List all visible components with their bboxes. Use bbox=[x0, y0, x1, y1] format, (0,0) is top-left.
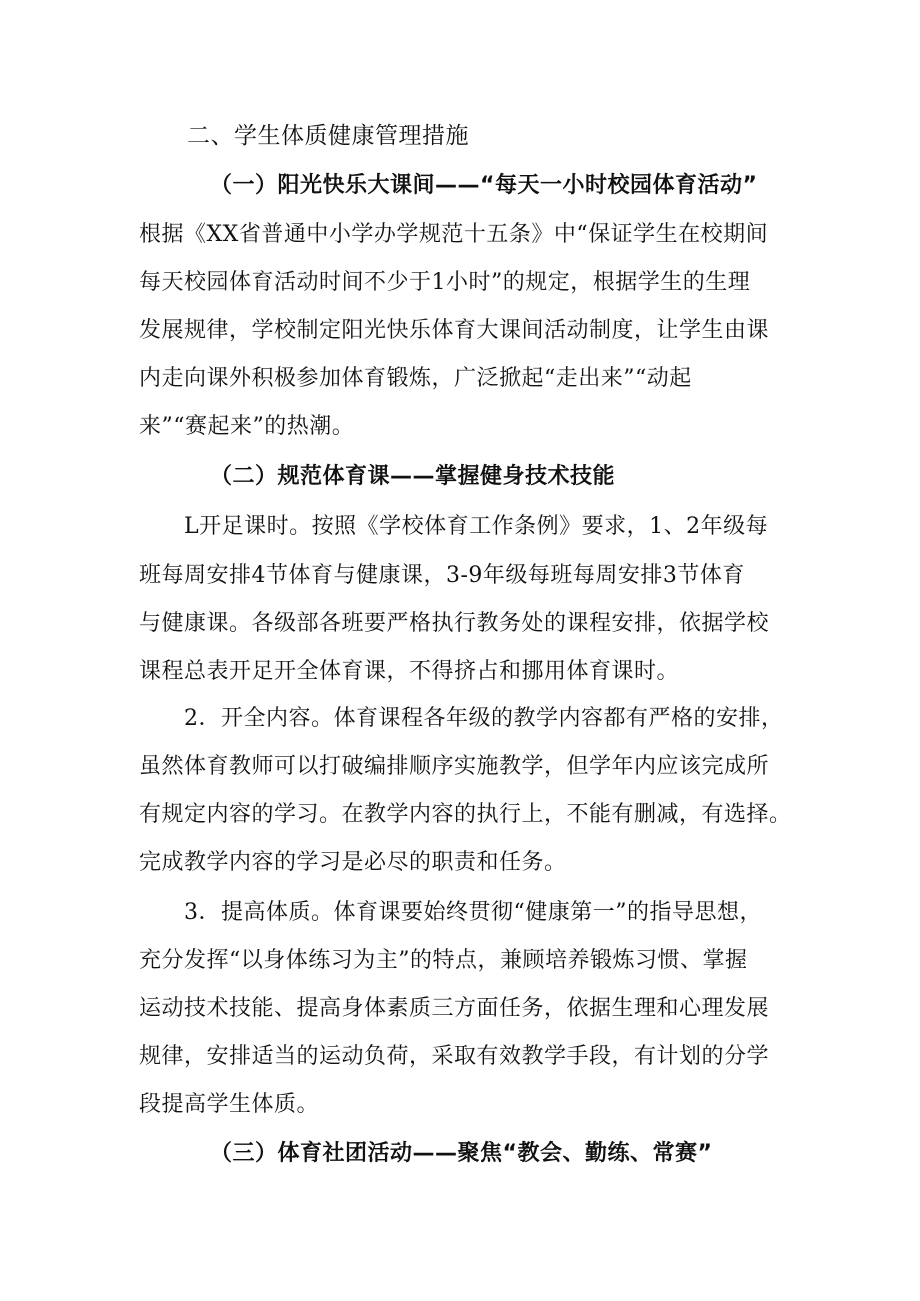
section-heading: 二、学生体质健康管理措施 bbox=[187, 123, 469, 149]
subsection-title-3: （三）体育社团活动——聚焦“教会、勤练、常赛” bbox=[210, 1141, 713, 1166]
paragraph-line: 班每周安排4节体育与健康课，3-9年级每班每周安排3节体育 bbox=[139, 563, 745, 588]
paragraph-line: 课程总表开足开全体育课，不得挤占和挪用体育课时。 bbox=[139, 659, 680, 684]
paragraph-line: 来”“赛起来”的热潮。 bbox=[139, 414, 355, 439]
paragraph-line: 完成教学内容的学习是必尽的职责和任务。 bbox=[139, 850, 567, 875]
subsection-title-2: （二）规范体育课——掌握健身技术技能 bbox=[210, 464, 616, 489]
paragraph-line: 有规定内容的学习。在教学内容的执行上，不能有删减，有选择。 bbox=[139, 802, 792, 827]
paragraph-line: L开足课时。按照《学校体育工作条例》要求，1、2年级每 bbox=[184, 514, 769, 539]
paragraph-line: 充分发挥“以身体练习为主”的特点，兼顾培养锻炼习惯、掌握 bbox=[139, 948, 748, 973]
paragraph-line: 与健康课。各级部各班要严格执行教务处的课程安排，依据学校 bbox=[139, 611, 770, 636]
paragraph-line: 2．开全内容。体育课程各年级的教学内容都有严格的安排， bbox=[184, 706, 784, 731]
paragraph-line: 虽然体育教师可以打破编排顺序实施教学，但学年内应该完成所 bbox=[139, 754, 770, 779]
paragraph-line: 段提高学生体质。 bbox=[139, 1092, 320, 1117]
paragraph-line: 根据《XX省普通中小学办学规范十五条》中“保证学生在校期间 bbox=[139, 222, 769, 247]
paragraph-line: 规律，安排适当的运动负荷，采取有效教学手段，有计划的分学 bbox=[139, 1044, 770, 1069]
paragraph-line: 运动技术技能、提高身体素质三方面任务，依据生理和心理发展 bbox=[139, 996, 770, 1021]
subsection-title-1: （一）阳光快乐大课间——“每天一小时校园体育活动” bbox=[210, 173, 758, 198]
paragraph-line: 发展规律，学校制定阳光快乐体育大课间活动制度，让学生由课 bbox=[139, 318, 770, 343]
paragraph-line: 内走向课外积极参加体育锻炼，广泛掀起“走出来”“动起 bbox=[139, 366, 692, 391]
paragraph-line: 每天校园体育活动时间不少于1小时”的规定，根据学生的生理 bbox=[139, 270, 751, 295]
paragraph-line: 3．提高体质。体育课要始终贯彻“健康第一”的指导思想， bbox=[184, 900, 762, 925]
